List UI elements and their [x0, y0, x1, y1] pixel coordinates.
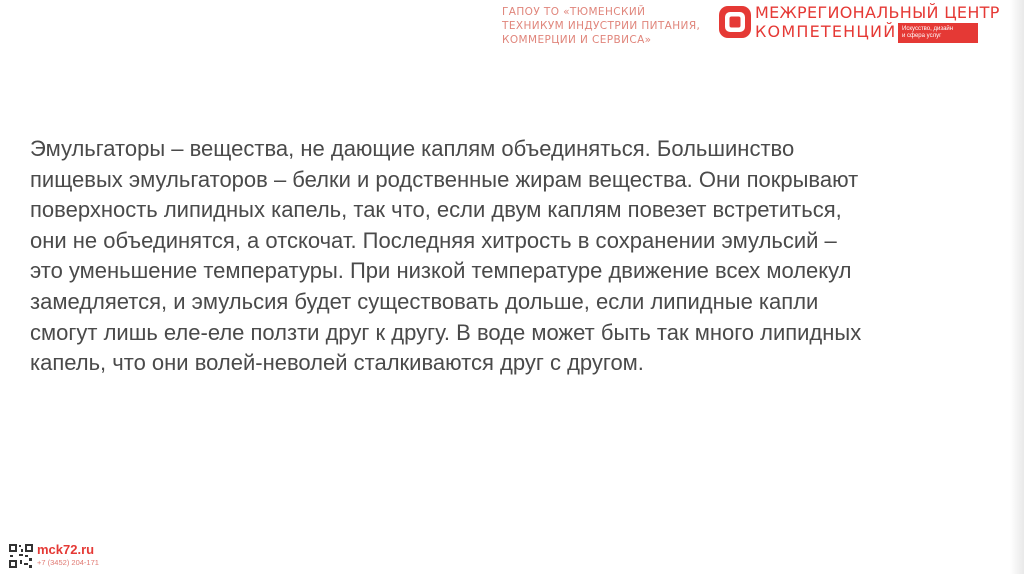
organization-name-line: ГАПОУ ТО «ТЮМЕНСКИЙ [502, 6, 646, 18]
competence-center-title-line: МЕЖРЕГИОНАЛЬНЫЙ ЦЕНТР [755, 3, 1000, 22]
organization-name-line: ТЕХНИКУМ ИНДУСТРИИ ПИТАНИЯ, [502, 20, 701, 32]
paragraph-line: они не объединятся, а отскочат. Последняя хитрость в сохранении эмульсий – [30, 227, 837, 253]
footer-website: mck72.ru [37, 542, 95, 557]
competence-center-tag-line: Искусство, дизайн [902, 26, 954, 32]
competence-center-logo-icon [717, 4, 753, 40]
competence-center-tag-line: и сфера услуг [902, 33, 942, 39]
paragraph-line: смогут лишь еле-еле ползти друг к другу. В воде может быть так много липидных [30, 319, 862, 345]
competence-center-title-line: КОМПЕТЕНЦИЙ [755, 22, 897, 41]
paragraph-line: поверхность липидных капель, так что, если двум каплям повезет встретиться, [30, 197, 842, 223]
page-edge-shadow [1010, 0, 1024, 574]
paragraph-line: замедляется, и эмульсия будет существовать дольше, если липидные капли [30, 288, 819, 314]
qr-code-icon [8, 543, 34, 569]
paragraph-line: капель, что они волей-неволей сталкиваются друг с другом. [30, 350, 644, 376]
paragraph-line: пищевых эмульгаторов – белки и родственные жирам вещества. Они покрывают [30, 166, 859, 192]
main-paragraph [30, 134, 1010, 379]
organization-name-line: КОММЕРЦИИ И СЕРВИСА» [502, 34, 652, 46]
paragraph-line: Эмульгаторы – вещества, не дающие каплям объединяться. Большинство [30, 136, 795, 161]
competence-center-tag [898, 23, 978, 43]
paragraph-line: это уменьшение температуры. При низкой температуре движение всех молекул [30, 258, 852, 284]
organization-name [502, 5, 700, 47]
footer-phone: +7 (3452) 204-171 [37, 558, 99, 567]
